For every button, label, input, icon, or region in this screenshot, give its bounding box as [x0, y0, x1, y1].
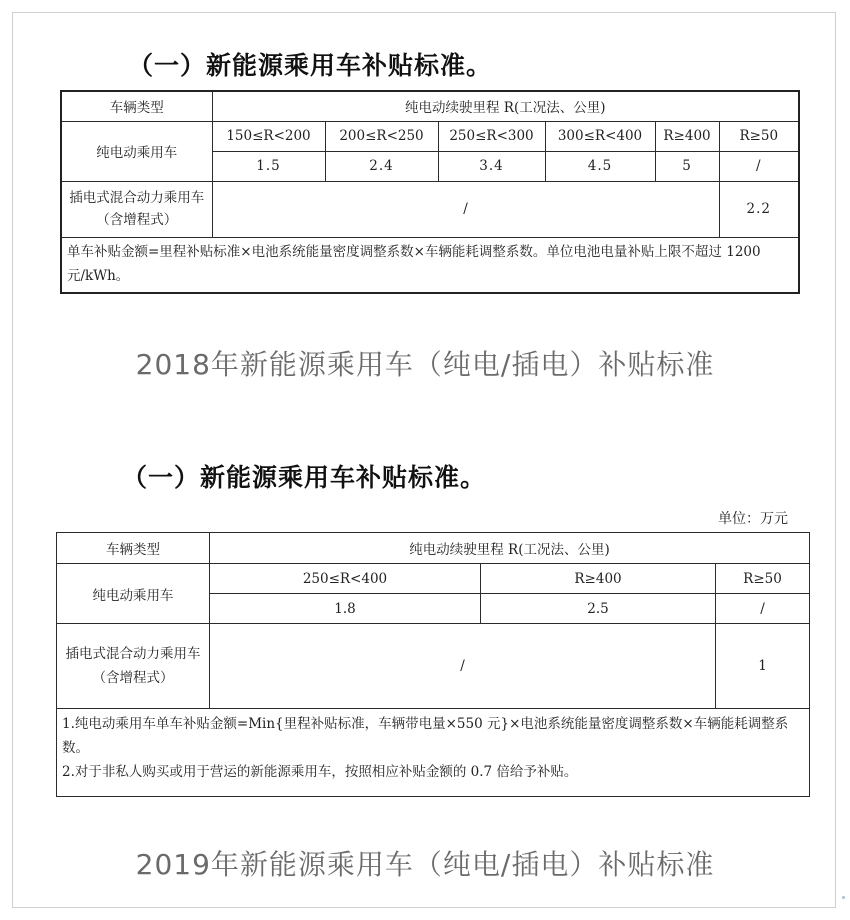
value-cell: 4.5 [545, 151, 655, 181]
header-range: 纯电动续驶里程 R(工况法、公里) [210, 533, 810, 564]
range-cell: R≥400 [655, 121, 719, 151]
value-cell: 2.4 [325, 151, 438, 181]
row-label-phev: 插电式混合动力乘用车（含增程式） [61, 181, 212, 237]
header-vehicle-type: 车辆类型 [61, 91, 212, 121]
phev-value-cell: 2.2 [719, 181, 799, 237]
table-note: 单车补贴金额=里程补贴标准×电池系统能量密度调整系数×车辆能耗调整系数。单位电池电量补贴上限不超过 1200 元/kWh。 [61, 237, 799, 293]
row-label-phev: 插电式混合动力乘用车（含增程式） [57, 624, 210, 709]
row-label-bev: 纯电动乘用车 [61, 121, 212, 181]
section-heading-2018: （一）新能源乘用车补贴标准。 [128, 51, 493, 80]
phev-empty-cell: / [212, 181, 719, 237]
range-cell: R≥50 [719, 121, 799, 151]
caption-2018: 2018年新能源乘用车（纯电/插电）补贴标准 [135, 348, 715, 381]
value-cell: 1.8 [210, 594, 481, 624]
header-vehicle-type: 车辆类型 [57, 533, 210, 564]
row-label-bev: 纯电动乘用车 [57, 564, 210, 624]
value-cell: 3.4 [438, 151, 545, 181]
value-cell: / [719, 151, 799, 181]
range-cell: 150≤R<200 [212, 121, 325, 151]
range-cell: 250≤R<300 [438, 121, 545, 151]
table-note-2: 2.对于非私人购买或用于营运的新能源乘用车，按照相应补贴金额的 0.7 倍给予补贴。 [62, 764, 578, 780]
corner-mark [842, 896, 845, 899]
section-heading-2019: （一）新能源乘用车补贴标准。 [122, 463, 487, 492]
table-notes [57, 709, 810, 797]
subsidy-table-2019 [56, 532, 810, 797]
range-cell: 200≤R<250 [325, 121, 438, 151]
range-cell: R≥50 [716, 564, 810, 594]
range-cell: 300≤R<400 [545, 121, 655, 151]
table-note-1: 1.纯电动乘用车单车补贴金额=Min{里程补贴标准，车辆带电量×550 元}×电池系统能量密度调整系数×车辆能耗调整系数。 [62, 716, 789, 756]
subsidy-table-2018 [60, 90, 800, 294]
caption-2019: 2019年新能源乘用车（纯电/插电）补贴标准 [135, 848, 715, 881]
range-cell: R≥400 [481, 564, 716, 594]
phev-value-cell: 1 [716, 624, 810, 709]
value-cell: 2.5 [481, 594, 716, 624]
range-cell: 250≤R<400 [210, 564, 481, 594]
value-cell: 1.5 [212, 151, 325, 181]
unit-label: 单位：万元 [718, 511, 788, 527]
value-cell: 5 [655, 151, 719, 181]
value-cell: / [716, 594, 810, 624]
phev-empty-cell: / [210, 624, 716, 709]
header-range: 纯电动续驶里程 R(工况法、公里) [212, 91, 799, 121]
